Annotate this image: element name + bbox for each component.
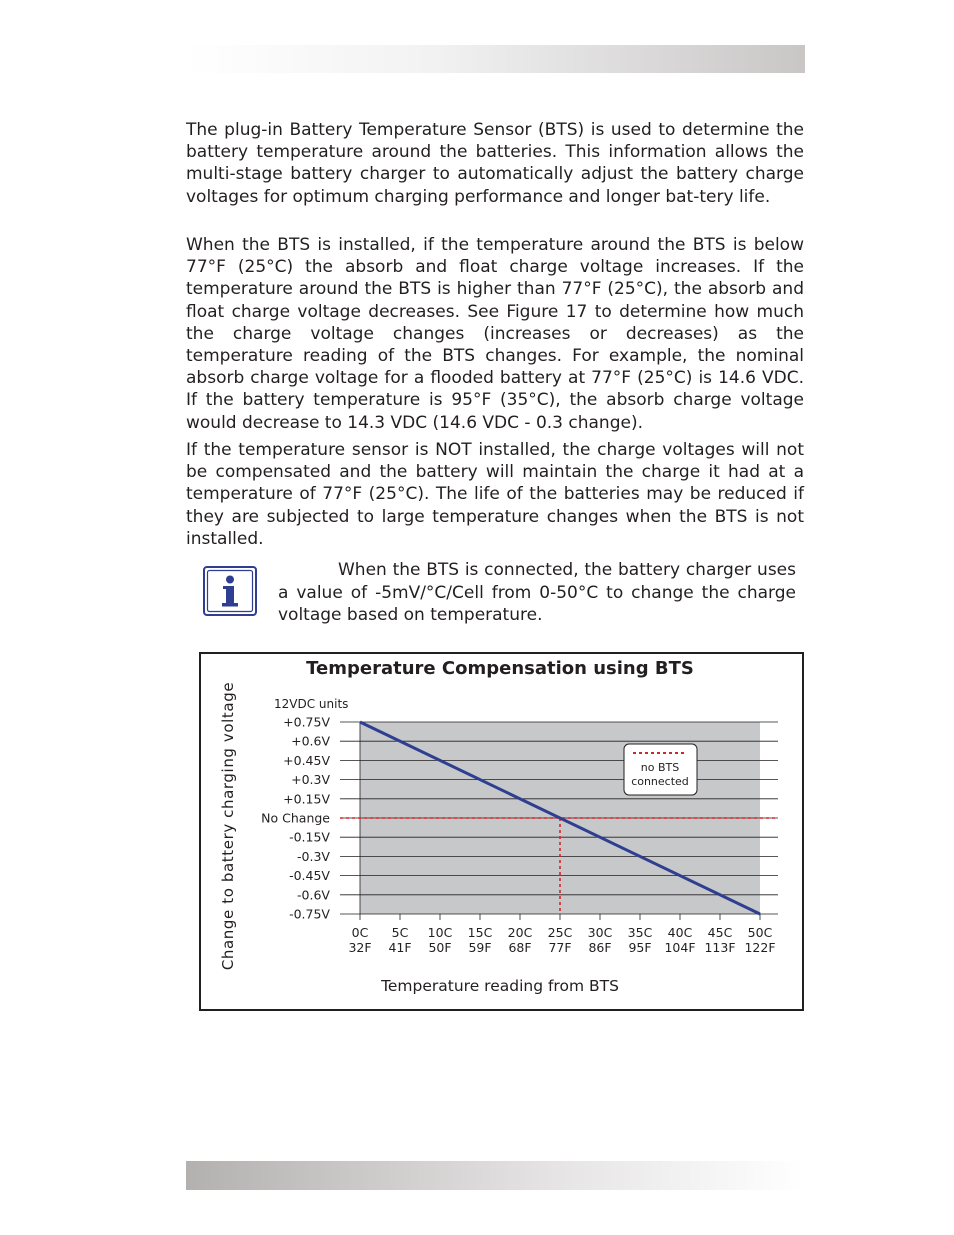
note-text: When the BTS is connected, the battery charger uses a value of -5mV/°C/Cell from 0-50°C to change the charge voltage based on temperature.	[278, 560, 796, 625]
x-tick-label-f: 122F	[744, 940, 776, 955]
x-tick-label-f: 68F	[508, 940, 532, 955]
y-tick-label: +0.6V	[291, 733, 330, 749]
y-tick-label: +0.15V	[283, 791, 330, 807]
x-tick-label-c: 30C	[587, 925, 613, 940]
x-tick-label-f: 59F	[468, 940, 492, 955]
y-tick-label: -0.75V	[289, 906, 330, 922]
legend-label-line2: connected	[631, 775, 689, 788]
y-tick-label: +0.75V	[283, 714, 330, 730]
x-tick-label-f: 32F	[348, 940, 372, 955]
x-tick-label-f: 86F	[588, 940, 612, 955]
x-tick-label-f: 50F	[428, 940, 452, 955]
y-tick-label: -0.6V	[297, 887, 330, 903]
x-tick-label-f: 113F	[704, 940, 736, 955]
x-tick-label-c: 40C	[667, 925, 693, 940]
x-tick-label-c: 5C	[391, 925, 409, 940]
x-tick-label-c: 50C	[747, 925, 773, 940]
paragraph-intro: The plug-in Battery Temperature Sensor (BTS) is used to determine the battery temperature around the batteries. This information allows the multi-stage battery charger to automatically adjust the battery charge voltages for optimum charging performance and longer bat-tery life.	[186, 120, 804, 207]
x-tick-label-c: 20C	[507, 925, 533, 940]
chart-x-axis-label: Temperature reading from BTS	[381, 977, 619, 995]
chart-title: Temperature Compensation using BTS	[306, 658, 694, 679]
x-tick-label-c: 0C	[351, 925, 369, 940]
x-tick-label-c: 15C	[467, 925, 493, 940]
x-tick-label-f: 77F	[548, 940, 572, 955]
y-tick-label: No Change	[261, 810, 330, 826]
y-tick-label: -0.15V	[289, 829, 330, 845]
x-tick-label-c: 35C	[627, 925, 653, 940]
chart-y-axis-label: Change to battery charging voltage	[219, 681, 237, 971]
legend-label-line1: no BTS	[640, 761, 680, 774]
y-tick-label: +0.45V	[283, 752, 330, 768]
x-tick-label-f: 104F	[664, 940, 696, 955]
y-tick-label: -0.45V	[289, 868, 330, 884]
x-tick-label-c: 10C	[427, 925, 453, 940]
paragraph-installed: When the BTS is installed, if the temperature around the BTS is below 77°F (25°C) the absorb and float charge voltage increases. If the temperature around the BTS is higher than 77°F (25°C), the absorb and float charge voltage decreases. See Figure 17 to determine how much the charge voltage changes (increases or decreases) as the temperature reading of the BTS changes. For example, the nominal absorb charge voltage for a flooded battery at 77°F (25°C) is 14.6 VDC. If the battery temperature is 95°F (35°C), the absorb charge voltage would decrease to 14.3 VDC (14.6 VDC - 0.3 change).	[186, 235, 804, 433]
x-tick-label-c: 25C	[547, 925, 573, 940]
y-tick-label: -0.3V	[297, 848, 330, 864]
x-tick-label-f: 95F	[628, 940, 652, 955]
footer-bar	[186, 1161, 805, 1190]
chart-units-note: 12VDC units	[274, 697, 349, 711]
paragraph-not-installed: If the temperature sensor is NOT installed, the charge voltages will not be compensated and the battery will maintain the charge it had at a temperature of 77°F (25°C). The life of the batteries may be reduced if they are subjected to large temperature changes when the BTS is not installed.	[186, 440, 804, 549]
y-tick-label: +0.3V	[291, 772, 330, 788]
x-tick-label-c: 45C	[707, 925, 733, 940]
x-tick-label-f: 41F	[388, 940, 412, 955]
